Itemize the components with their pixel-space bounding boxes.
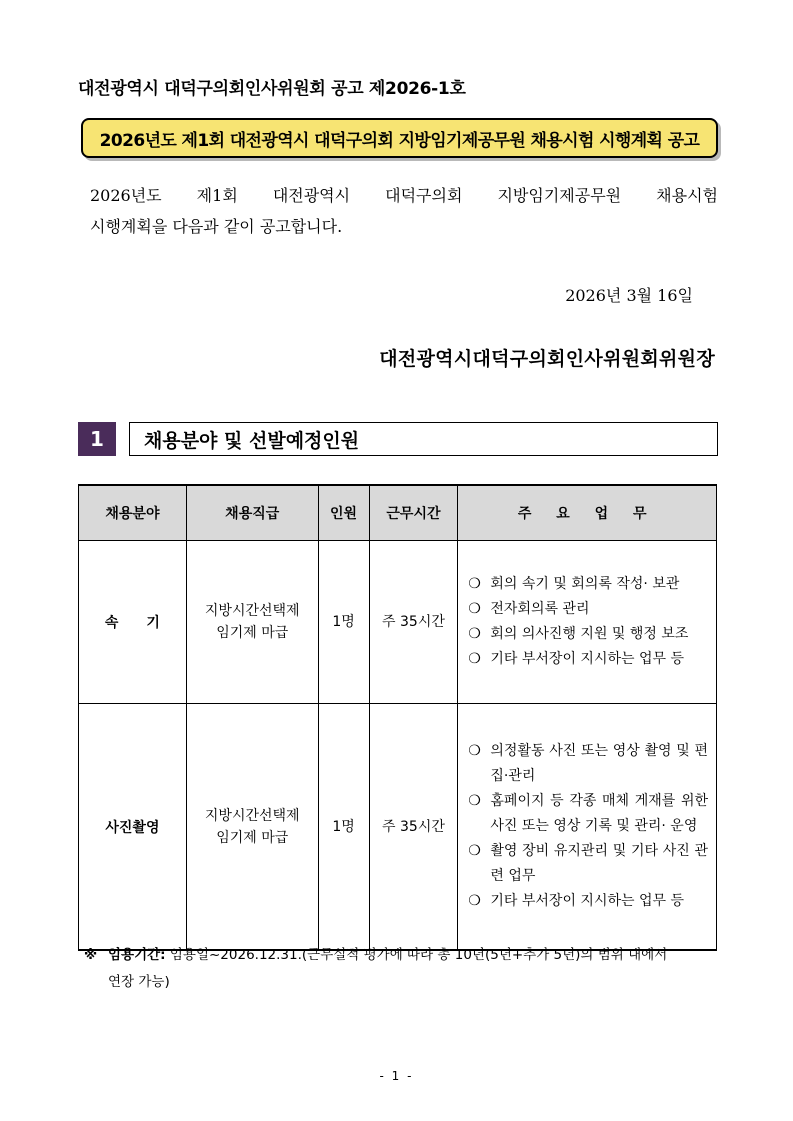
duty-item: ❍ 의정활동 사진 또는 영상 촬영 및 편집·관리 [468, 739, 708, 789]
footnote-line [84, 942, 718, 969]
announcement-date: 2026년 3월 16일 [565, 286, 693, 305]
announcement-title-box [81, 118, 718, 158]
hours-cell: 주 35시간 [369, 704, 458, 951]
duties-cell [458, 541, 717, 704]
grade-line: 임기제 마급 [216, 829, 289, 846]
duty-item: ❍ 기타 부서장이 지시하는 업무 등 [468, 889, 708, 914]
circle-bullet-icon: ❍ [468, 651, 481, 667]
grade-cell [186, 541, 318, 704]
table-header-row [79, 485, 717, 541]
header-hours: 근무시간 [369, 485, 458, 541]
duty-item: ❍ 홈페이지 등 각종 매체 게재를 위한 사진 또는 영상 기록 및 관리· 운영 [468, 789, 708, 839]
circle-bullet-icon: ❍ [468, 743, 481, 759]
duty-item: ❍ 기타 부서장이 지시하는 업무 등 [468, 647, 708, 672]
duty-item: ❍ 회의 의사진행 지원 및 행정 보조 [468, 622, 708, 647]
header-count: 인원 [318, 485, 369, 541]
field-cell: 사진촬영 [79, 704, 187, 951]
grade-line: 지방시간선택제 [204, 603, 300, 619]
term-footnote [84, 942, 718, 996]
duty-item: ❍ 촬영 장비 유지관리 및 기타 사진 관련 업무 [468, 839, 708, 889]
count-cell: 1명 [318, 541, 369, 704]
grade-cell [186, 704, 318, 951]
section-number: 1 [78, 422, 116, 456]
header-field: 채용분야 [79, 485, 187, 541]
header-duties: 주 요 업 무 [458, 485, 717, 541]
announcement-title: 2026년도 제1회 대전광역시 대덕구의회 지방임기제공무원 채용시험 시행계획 공고 [99, 130, 700, 151]
header-grade: 채용직급 [186, 485, 318, 541]
page-number: - 1 - [379, 1069, 414, 1083]
circle-bullet-icon: ❍ [468, 893, 481, 909]
footnote-label: 임용기간: [108, 947, 166, 963]
hours-cell: 주 35시간 [369, 541, 458, 704]
footnote-text: 임용일~2026.12.31.(근무실적 평가에 따라 총 10년(5년+추가 5년)의 범위 내에서 [169, 947, 668, 963]
reference-mark: ※ [84, 947, 98, 963]
signer: 대전광역시대덕구의회인사위원회위원장 [379, 348, 715, 370]
section-title-text: 채용분야 및 선발예정인원 [144, 429, 360, 452]
duty-item: ❍ 전자회의록 관리 [468, 597, 708, 622]
section-title [129, 422, 718, 456]
intro-paragraph-line1: 2026년도 제1회 대전광역시 대덕구의회 지방임기제공무원 채용시험 [90, 186, 718, 205]
duty-item: ❍ 회의 속기 및 회의록 작성· 보관 [468, 572, 708, 597]
circle-bullet-icon: ❍ [468, 576, 481, 592]
field-cell: 속 기 [79, 541, 187, 704]
circle-bullet-icon: ❍ [468, 793, 481, 809]
circle-bullet-icon: ❍ [468, 601, 481, 617]
footnote-continuation: 연장 가능) [108, 974, 170, 990]
circle-bullet-icon: ❍ [468, 843, 481, 859]
grade-line: 임기제 마급 [216, 625, 289, 641]
duties-cell [458, 704, 717, 951]
recruitment-table [78, 484, 717, 951]
count-cell: 1명 [318, 704, 369, 951]
intro-paragraph-line2: 시행계획을 다음과 같이 공고합니다. [90, 217, 343, 236]
table-row [79, 541, 717, 704]
notice-number: 대전광역시 대덕구의회인사위원회 공고 제2026-1호 [78, 79, 466, 99]
circle-bullet-icon: ❍ [468, 626, 481, 642]
grade-line: 지방시간선택제 [204, 807, 300, 824]
table-row [79, 704, 717, 951]
